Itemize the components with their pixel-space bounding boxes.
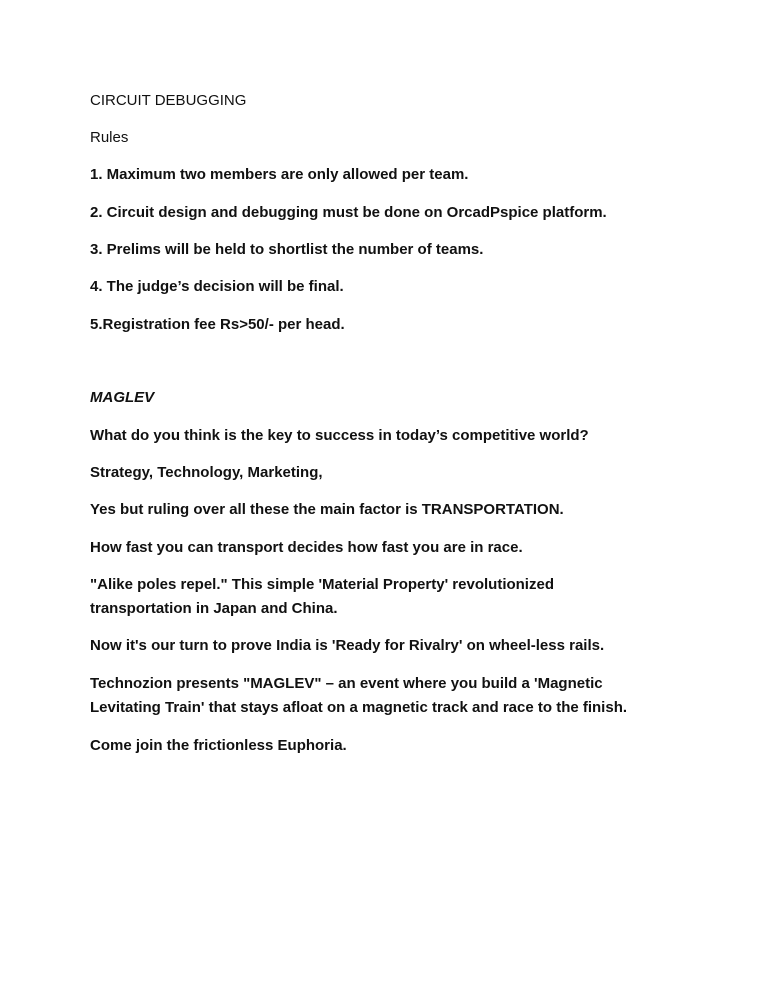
maglev-line-3: Yes but ruling over all these the main factor is TRANSPORTATION. [90,501,564,518]
maglev-line-7a: Technozion presents "MAGLEV" – an event where you build a 'Magnetic [90,675,603,692]
maglev-line-5a: "Alike poles repel." This simple 'Material Property' revolutionized [90,576,554,593]
maglev-line-8: Come join the frictionless Euphoria. [90,737,347,754]
maglev-line-7b: Levitating Train' that stays afloat on a magnetic track and race to the finish. [90,699,628,716]
circuit-debugging-title: CIRCUIT DEBUGGING [90,92,247,109]
rule-3: 3. Prelims will be held to shortlist the number of teams. [90,241,484,258]
maglev-line-1: What do you think is the key to success in today’s competitive world? [90,427,589,444]
rule-2: 2. Circuit design and debugging must be done on OrcadPspice platform. [90,204,607,221]
maglev-line-5b: transportation in Japan and China. [90,600,338,617]
maglev-title: MAGLEV [90,389,155,406]
rule-4: 4. The judge’s decision will be final. [90,278,344,295]
rule-5: 5.Registration fee Rs>50/- per head. [90,316,345,333]
rule-1: 1. Maximum two members are only allowed per team. [90,166,469,183]
maglev-line-4: How fast you can transport decides how fast you are in race. [90,539,523,556]
maglev-line-6: Now it's our turn to prove India is 'Ready for Rivalry' on wheel-less rails. [90,637,605,654]
rules-heading: Rules [90,129,129,146]
maglev-line-2: Strategy, Technology, Marketing, [90,464,323,481]
